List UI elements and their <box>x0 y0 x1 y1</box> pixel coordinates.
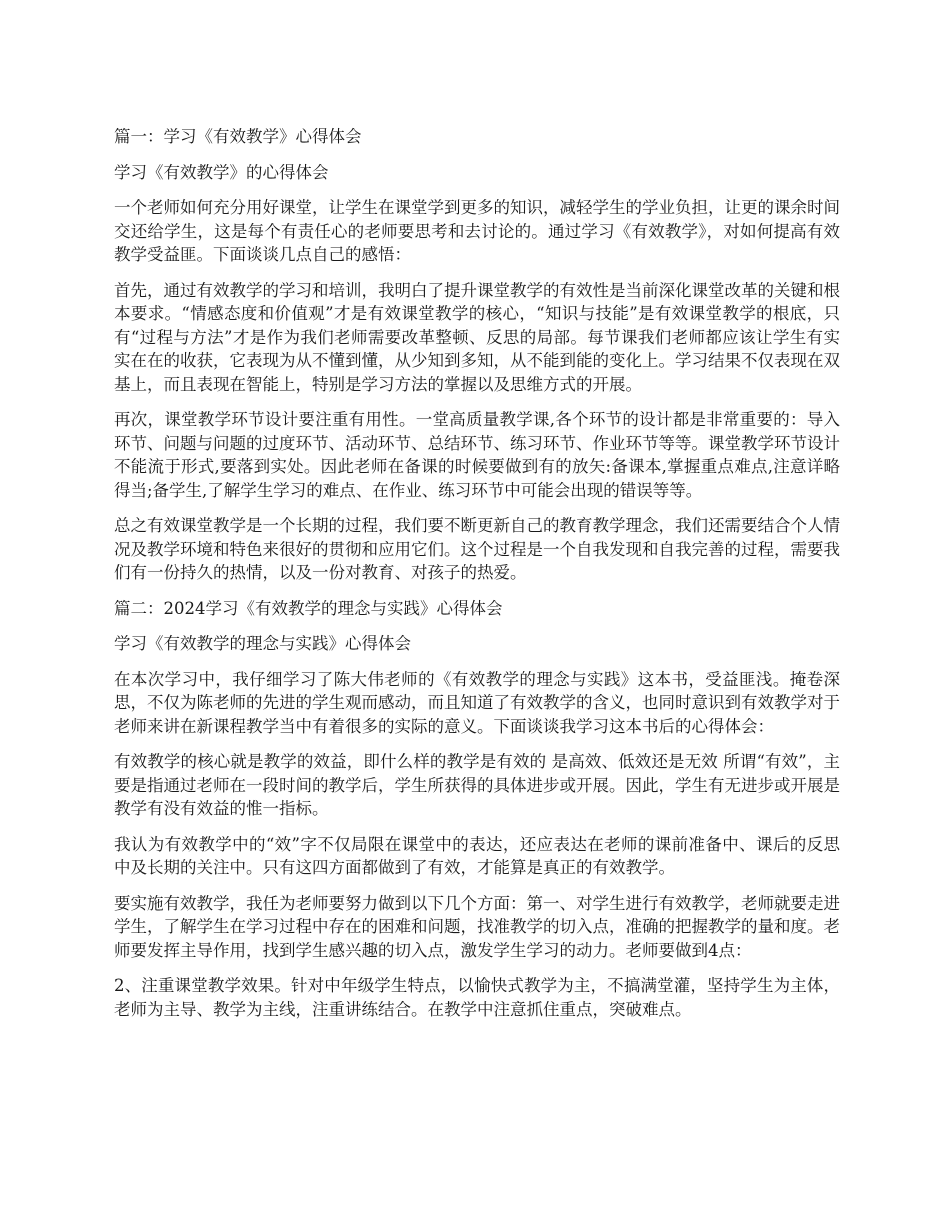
document-page <box>114 125 840 1033</box>
section-2-subtitle: 学习《有效教学的理念与实践》心得体会 <box>114 634 411 653</box>
body-paragraph: 再次，课堂教学环节设计要注重有用性。一堂高质量教学课,各个环节的设计都是非常重要的：导入环节、问题与问题的过度环节、活动环节、总结环节、练习环节、作业环节等等。课堂教学环节设计不能流于形式,要落到实处。因此老师在备课的时候要做到有的放矢:备课本,掌握重点难点,注意详略得当;备学生,了解学生学习的难点、在作业、练习环节中可能会出现的错误等等。 <box>114 410 840 500</box>
body-paragraph: 要实施有效教学，我任为老师要努力做到以下几个方面：第一、对学生进行有效教学，老师就要走进学生，了解学生在学习过程中存在的困难和问题，找准教学的切入点，准确的把握教学的量和度。老师要发挥主导作用，找到学生感兴趣的切入点，激发学生学习的动力。老师要做到4点： <box>114 893 840 960</box>
section-2-title: 篇二：2024学习《有效教学的理念与实践》心得体会 <box>114 598 503 618</box>
body-paragraph: 有效教学的核心就是教学的效益，即什么样的教学是有效的 是高效、低效还是无效 所谓“有效”，主要是指通过老师在一段时间的教学后，学生所获得的具体进步或开展。因此，学生有无进步或开展是教学有没有效益的惟一指标。 <box>114 752 840 818</box>
body-paragraph: 在本次学习中，我仔细学习了陈大伟老师的《有效教学的理念与实践》这本书，受益匪浅。掩卷深思，不仅为陈老师的先进的学生观而感动，而且知道了有效教学的含义，也同时意识到有效教学对于老师来讲在新课程教学当中有着很多的实际的意义。下面谈谈我学习这本书后的心得体会： <box>114 669 840 736</box>
body-paragraph: 一个老师如何充分用好课堂，让学生在课堂学到更多的知识，减轻学生的学业负担，让更的课余时间交还给学生，这是每个有责任心的老师要思考和去讨论的。通过学习《有效教学》，对如何提高有效教学受益匪。下面谈谈几点自己的感悟： <box>114 198 840 264</box>
body-paragraph: 总之有效课堂教学是一个长期的过程，我们要不断更新自己的教育教学理念，我们还需要结合个人情况及教学环境和特色来很好的贯彻和应用它们。这个过程是一个自我发现和自我完善的过程，需要我们有一份持久的热情，以及一份对教育、对孩子的热爱。 <box>114 516 840 582</box>
body-paragraph: 2、注重课堂教学效果。针对中年级学生特点，以愉快式教学为主，不搞满堂灌，坚持学生为主体，老师为主导、教学为主线，注重讲练结合。在教学中注意抓住重点，突破难点。 <box>114 976 840 1019</box>
body-paragraph: 首先，通过有效教学的学习和培训，我明白了提升课堂教学的有效性是当前深化课堂改革的关键和根本要求。“情感态度和价值观”才是有效课堂教学的核心，“知识与技能”是有效课堂教学的根底，只有“过程与方法”才是作为我们老师需要改革整顿、反思的局部。每节课我们老师都应该让学生有实实在在的收获，它表现为从不懂到懂，从少知到多知，从不能到能的变化上。学习结果不仅表现在双基上，而且表现在智能上，特别是学习方法的掌握以及思维方式的开展。 <box>114 280 840 394</box>
section-1-subtitle: 学习《有效教学》的心得体会 <box>114 162 329 182</box>
body-paragraph: 我认为有效教学中的“效”字不仅局限在课堂中的表达，还应表达在老师的课前准备中、课后的反思中及长期的关注中。只有这四方面都做到了有效，才能算是真正的有效教学。 <box>114 834 840 877</box>
section-1-title: 篇一：学习《有效教学》心得体会 <box>114 127 362 146</box>
